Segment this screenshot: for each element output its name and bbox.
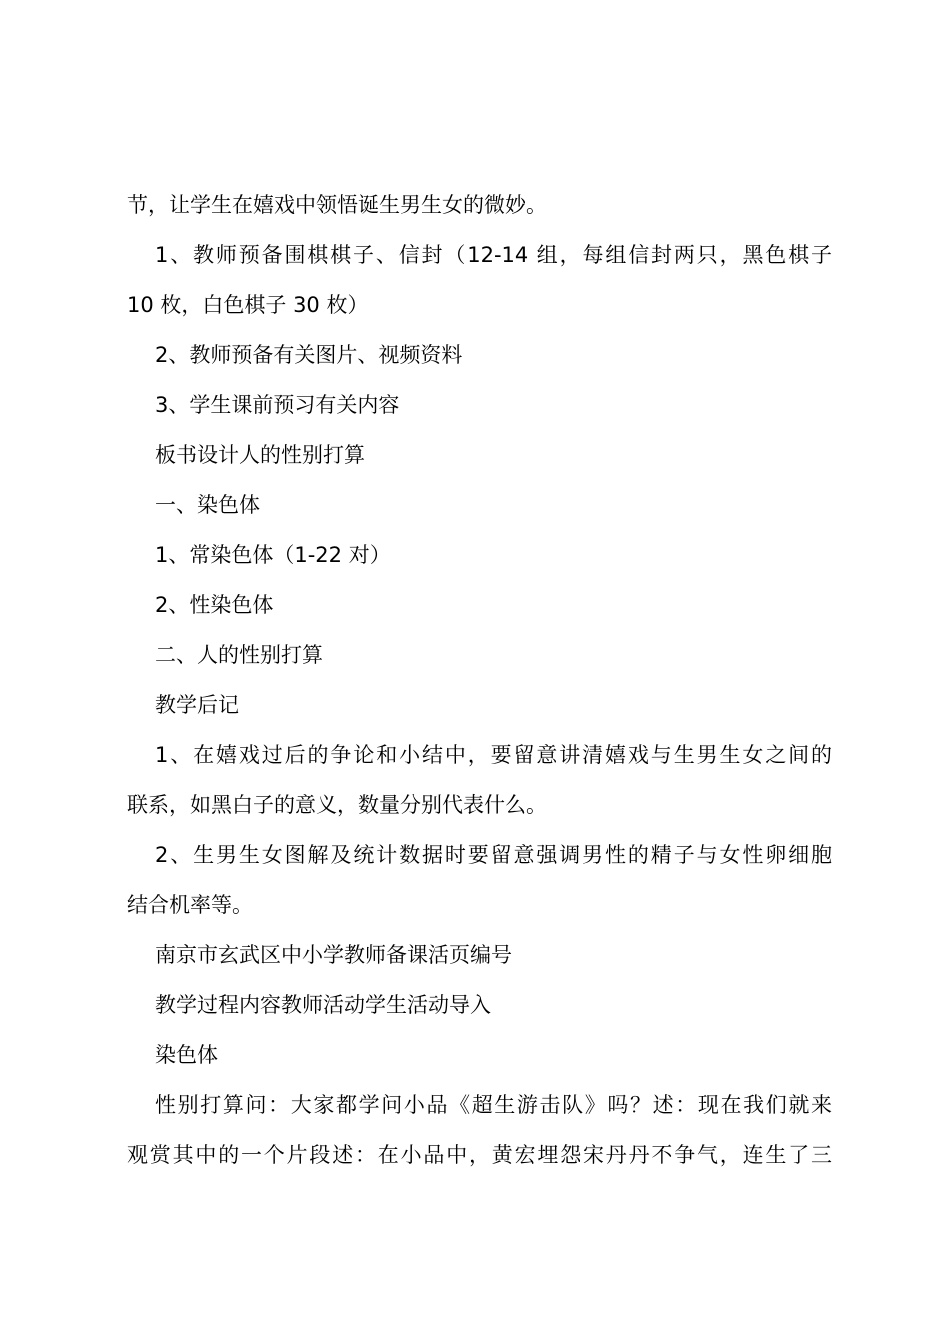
paragraph-line: 二、人的性别打算 [155,643,323,667]
paragraph-line: 2、教师预备有关图片、视频资料 [155,343,463,367]
section-heading: 教学后记 [155,693,239,717]
paragraph-line: 染色体 [155,1043,218,1067]
paragraph-line: 一、染色体 [155,493,260,517]
document-body [127,180,832,1180]
paragraph-line: 2、性染色体 [155,593,274,617]
paragraph-line: 教学过程内容教师活动学生活动导入 [155,993,491,1017]
paragraph-line: 2、生男生女图解及统计数据时要留意强调男性的精子与女性卵细胞 [155,843,832,867]
paragraph-line: 性别打算问：大家都学问小品《超生游击队》吗？述：现在我们就来 [155,1093,832,1117]
paragraph-line: 1、在嬉戏过后的争论和小结中，要留意讲清嬉戏与生男生女之间的 [155,743,832,767]
paragraph-line: 1、常染色体（1-22 对） [155,543,391,567]
paragraph-line: 联系，如黑白子的意义，数量分别代表什么。 [127,793,547,817]
paragraph-line: 节，让学生在嬉戏中领悟诞生男生女的微妙。 [127,193,547,217]
section-heading: 板书设计人的性别打算 [155,443,365,467]
paragraph-line: 10 枚，白色棋子 30 枚） [127,293,369,317]
paragraph-line: 1、教师预备围棋棋子、信封（12-14 组，每组信封两只，黑色棋子 [155,243,832,267]
paragraph-line: 结合机率等。 [127,893,253,917]
paragraph-line: 观赏其中的一个片段述：在小品中，黄宏埋怨宋丹丹不争气，连生了三 [127,1143,832,1167]
paragraph-line: 3、学生课前预习有关内容 [155,393,400,417]
paragraph-line: 南京市玄武区中小学教师备课活页编号 [155,943,512,967]
